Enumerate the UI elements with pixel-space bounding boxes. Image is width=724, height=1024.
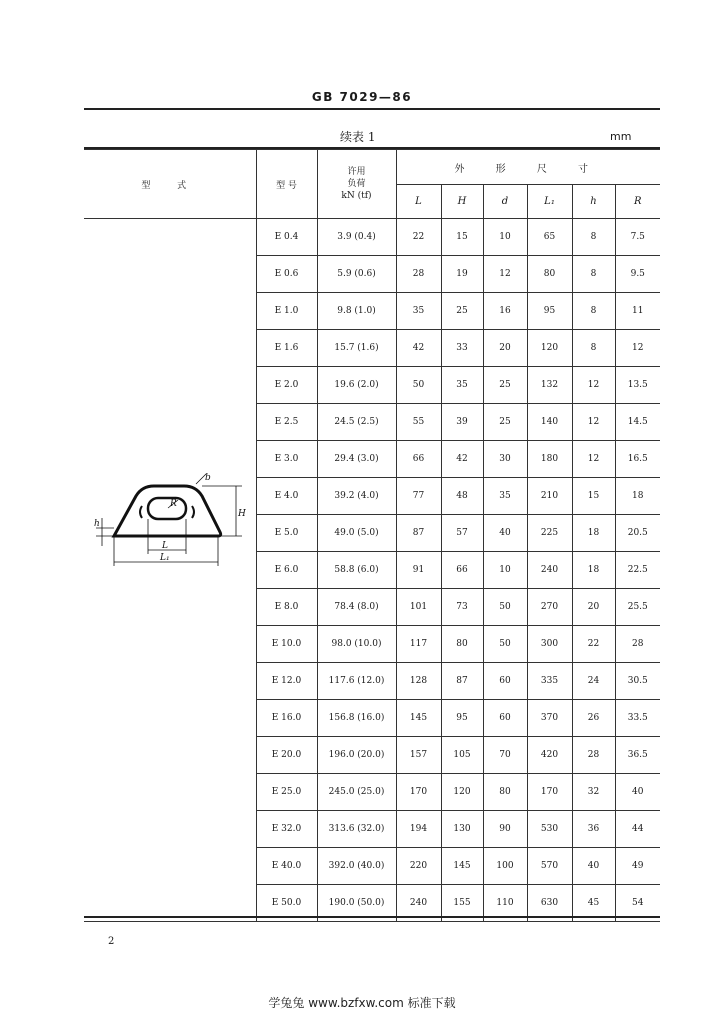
cell-r: 16.5 [615, 441, 660, 478]
cell-load: 78.4 (8.0) [317, 589, 396, 626]
cell-l: 101 [396, 589, 441, 626]
cell-h: 19 [441, 256, 483, 293]
page-number: 2 [108, 936, 115, 947]
cell-h: 24 [572, 663, 615, 700]
cell-model: E 10.0 [256, 626, 317, 663]
cell-l: 170 [396, 774, 441, 811]
diagram-label-L1: L₁ [160, 553, 170, 563]
cell-r: 12 [615, 330, 660, 367]
cell-h: 12 [572, 404, 615, 441]
cell-l: 35 [396, 293, 441, 330]
cell-h: 33 [441, 330, 483, 367]
cell-h: 48 [441, 478, 483, 515]
cell-l: 157 [396, 737, 441, 774]
header-H: H [441, 185, 483, 219]
cell-d: 90 [483, 811, 527, 848]
cell-load: 156.8 (16.0) [317, 700, 396, 737]
top-rule [84, 108, 660, 110]
cell-l: 91 [396, 552, 441, 589]
header-load [317, 150, 396, 219]
cell-h: 40 [572, 848, 615, 885]
table-row [84, 219, 660, 256]
bottom-rule [84, 916, 660, 918]
cell-model: E 0.4 [256, 219, 317, 256]
cell-l1: 180 [527, 441, 572, 478]
cell-d: 70 [483, 737, 527, 774]
cell-model: E 32.0 [256, 811, 317, 848]
cell-l: 128 [396, 663, 441, 700]
cell-load: 15.7 (1.6) [317, 330, 396, 367]
shackle-outline [114, 486, 221, 536]
cell-l: 42 [396, 330, 441, 367]
cell-load: 98.0 (10.0) [317, 626, 396, 663]
cell-d: 10 [483, 219, 527, 256]
cell-l1: 570 [527, 848, 572, 885]
cell-load: 190.0 (50.0) [317, 885, 396, 922]
cell-model: E 6.0 [256, 552, 317, 589]
cell-h: 25 [441, 293, 483, 330]
cell-h: 32 [572, 774, 615, 811]
diagram-label-H: H [238, 509, 246, 519]
cell-l1: 300 [527, 626, 572, 663]
cell-r: 11 [615, 293, 660, 330]
cell-d: 40 [483, 515, 527, 552]
cell-d: 16 [483, 293, 527, 330]
cell-r: 13.5 [615, 367, 660, 404]
cell-h: 105 [441, 737, 483, 774]
cell-l1: 132 [527, 367, 572, 404]
cell-model: E 0.6 [256, 256, 317, 293]
cell-l: 194 [396, 811, 441, 848]
cell-l1: 530 [527, 811, 572, 848]
cell-h: 26 [572, 700, 615, 737]
cell-d: 30 [483, 441, 527, 478]
header-R: R [615, 185, 660, 219]
diagram-label-b: b [205, 473, 211, 483]
diagram-label-R: R [170, 499, 177, 509]
cell-r: 49 [615, 848, 660, 885]
diagram-label-h: h [94, 519, 100, 529]
cell-d: 12 [483, 256, 527, 293]
cell-r: 36.5 [615, 737, 660, 774]
cell-load: 196.0 (20.0) [317, 737, 396, 774]
cell-d: 60 [483, 663, 527, 700]
cell-l1: 420 [527, 737, 572, 774]
cell-l: 55 [396, 404, 441, 441]
cell-r: 54 [615, 885, 660, 922]
cell-l1: 630 [527, 885, 572, 922]
cell-r: 33.5 [615, 700, 660, 737]
cell-h: 8 [572, 256, 615, 293]
cell-d: 25 [483, 367, 527, 404]
cell-model: E 12.0 [256, 663, 317, 700]
cell-d: 100 [483, 848, 527, 885]
cell-d: 10 [483, 552, 527, 589]
cell-model: E 20.0 [256, 737, 317, 774]
cell-l: 240 [396, 885, 441, 922]
cell-load: 9.8 (1.0) [317, 293, 396, 330]
header-dimensions-label: 外 形 尺 寸 [454, 163, 603, 175]
cell-h: 42 [441, 441, 483, 478]
cell-r: 22.5 [615, 552, 660, 589]
cell-r: 40 [615, 774, 660, 811]
diagram-label-L: L [162, 541, 168, 551]
cell-h: 12 [572, 441, 615, 478]
cell-h: 36 [572, 811, 615, 848]
cell-l1: 225 [527, 515, 572, 552]
header-shape [84, 150, 256, 219]
cell-model: E 4.0 [256, 478, 317, 515]
cell-d: 80 [483, 774, 527, 811]
header-h: h [572, 185, 615, 219]
cell-r: 30.5 [615, 663, 660, 700]
continued-table-title: 续表 1 [340, 130, 376, 144]
cell-d: 110 [483, 885, 527, 922]
cell-model: E 2.5 [256, 404, 317, 441]
cell-h: 45 [572, 885, 615, 922]
cell-r: 20.5 [615, 515, 660, 552]
cell-d: 25 [483, 404, 527, 441]
cell-l: 50 [396, 367, 441, 404]
cell-h: 28 [572, 737, 615, 774]
cell-h: 12 [572, 367, 615, 404]
cell-h: 18 [572, 552, 615, 589]
cell-h: 35 [441, 367, 483, 404]
cell-r: 28 [615, 626, 660, 663]
cell-r: 14.5 [615, 404, 660, 441]
cell-l1: 65 [527, 219, 572, 256]
cell-load: 39.2 (4.0) [317, 478, 396, 515]
header-L: L [396, 185, 441, 219]
cell-load: 19.6 (2.0) [317, 367, 396, 404]
cell-r: 25.5 [615, 589, 660, 626]
cell-l: 145 [396, 700, 441, 737]
cell-l1: 120 [527, 330, 572, 367]
cell-h: 8 [572, 219, 615, 256]
cell-model: E 8.0 [256, 589, 317, 626]
cell-model: E 50.0 [256, 885, 317, 922]
cell-l1: 240 [527, 552, 572, 589]
cell-load: 29.4 (3.0) [317, 441, 396, 478]
cell-l: 22 [396, 219, 441, 256]
cell-h: 18 [572, 515, 615, 552]
cell-model: E 1.0 [256, 293, 317, 330]
cell-h: 22 [572, 626, 615, 663]
shackle-shape-diagram [92, 470, 252, 580]
cell-l: 87 [396, 515, 441, 552]
header-L1: L₁ [527, 185, 572, 219]
cell-load: 392.0 (40.0) [317, 848, 396, 885]
cell-h: 155 [441, 885, 483, 922]
cell-h: 145 [441, 848, 483, 885]
cell-l1: 370 [527, 700, 572, 737]
cell-h: 15 [441, 219, 483, 256]
cell-l: 117 [396, 626, 441, 663]
header-shape-label: 型 式 [141, 180, 199, 191]
cell-l1: 80 [527, 256, 572, 293]
cell-h: 57 [441, 515, 483, 552]
cell-l: 220 [396, 848, 441, 885]
cell-l1: 170 [527, 774, 572, 811]
cell-model: E 2.0 [256, 367, 317, 404]
cell-r: 44 [615, 811, 660, 848]
cell-h: 80 [441, 626, 483, 663]
cell-h: 73 [441, 589, 483, 626]
header-model: 型 号 [256, 150, 317, 219]
cell-load: 5.9 (0.6) [317, 256, 396, 293]
unit-label: mm [610, 130, 632, 143]
cell-load: 58.8 (6.0) [317, 552, 396, 589]
standard-code: GB 7029—86 [311, 90, 413, 104]
header-load-line3: kN (tf) [341, 191, 372, 201]
cell-load: 49.0 (5.0) [317, 515, 396, 552]
cell-model: E 1.6 [256, 330, 317, 367]
cell-load: 245.0 (25.0) [317, 774, 396, 811]
cell-load: 24.5 (2.5) [317, 404, 396, 441]
cell-l: 66 [396, 441, 441, 478]
cell-r: 18 [615, 478, 660, 515]
cell-h: 130 [441, 811, 483, 848]
cell-h: 66 [441, 552, 483, 589]
cell-h: 8 [572, 293, 615, 330]
cell-d: 35 [483, 478, 527, 515]
cell-model: E 5.0 [256, 515, 317, 552]
cell-load: 313.6 (32.0) [317, 811, 396, 848]
cell-load: 3.9 (0.4) [317, 219, 396, 256]
shackle-hole [148, 498, 186, 519]
cell-l1: 270 [527, 589, 572, 626]
cell-d: 20 [483, 330, 527, 367]
cell-l1: 210 [527, 478, 572, 515]
cell-l: 28 [396, 256, 441, 293]
cell-l1: 95 [527, 293, 572, 330]
header-load-line1: 许用 [347, 167, 366, 177]
cell-model: E 40.0 [256, 848, 317, 885]
cell-h: 120 [441, 774, 483, 811]
cell-h: 87 [441, 663, 483, 700]
cell-l1: 335 [527, 663, 572, 700]
header-dimensions [396, 150, 660, 185]
cell-h: 15 [572, 478, 615, 515]
cell-h: 8 [572, 330, 615, 367]
cell-model: E 3.0 [256, 441, 317, 478]
cell-h: 39 [441, 404, 483, 441]
cell-h: 20 [572, 589, 615, 626]
cell-r: 9.5 [615, 256, 660, 293]
cell-h: 95 [441, 700, 483, 737]
cell-r: 7.5 [615, 219, 660, 256]
cell-l1: 140 [527, 404, 572, 441]
header-d: d [483, 185, 527, 219]
cell-d: 50 [483, 589, 527, 626]
cell-load: 117.6 (12.0) [317, 663, 396, 700]
cell-model: E 25.0 [256, 774, 317, 811]
watermark-footer: 学兔兔 www.bzfxw.com 标准下载 [268, 996, 456, 1010]
header-load-line2: 负荷 [347, 179, 366, 189]
cell-model: E 16.0 [256, 700, 317, 737]
cell-d: 50 [483, 626, 527, 663]
cell-d: 60 [483, 700, 527, 737]
cell-l: 77 [396, 478, 441, 515]
